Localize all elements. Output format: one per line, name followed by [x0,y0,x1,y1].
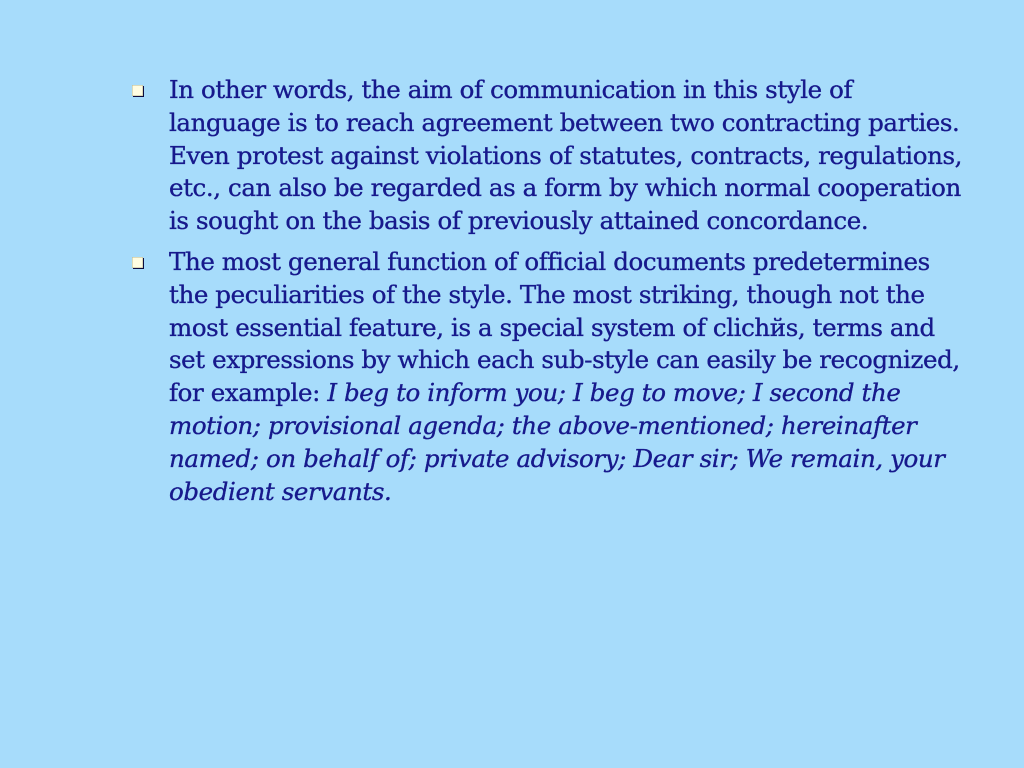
bullet-item-communication-aim [130,74,970,238]
cliche-examples: I beg to inform you; I beg to move; I second the motion; provisional agenda; the above-mentioned; hereinafter named; on behalf of; private advisory; Dear sir; We remain, your obedient servants. [169,378,945,506]
square-bullet-icon [132,85,143,96]
square-bullet-icon [132,257,143,268]
bullet-list [130,74,970,516]
bullet-item-official-documents [130,246,970,508]
bullet-text: The most general function of official documents predetermines the peculiarities of the style. The most striking, though not the most essential feature, is a special system of clichйs, terms and set expressions by which each sub-style can easily be recognized, for example: [169,246,960,408]
bullet-text: In other words, the aim of communication in this style of language is to reach agreement between two contracting parties. Even protest against violations of statutes, contracts, regulations, etc., can also be regarded as a form by which normal cooperation is sought on the basis of previously attained concordance. [169,75,963,236]
